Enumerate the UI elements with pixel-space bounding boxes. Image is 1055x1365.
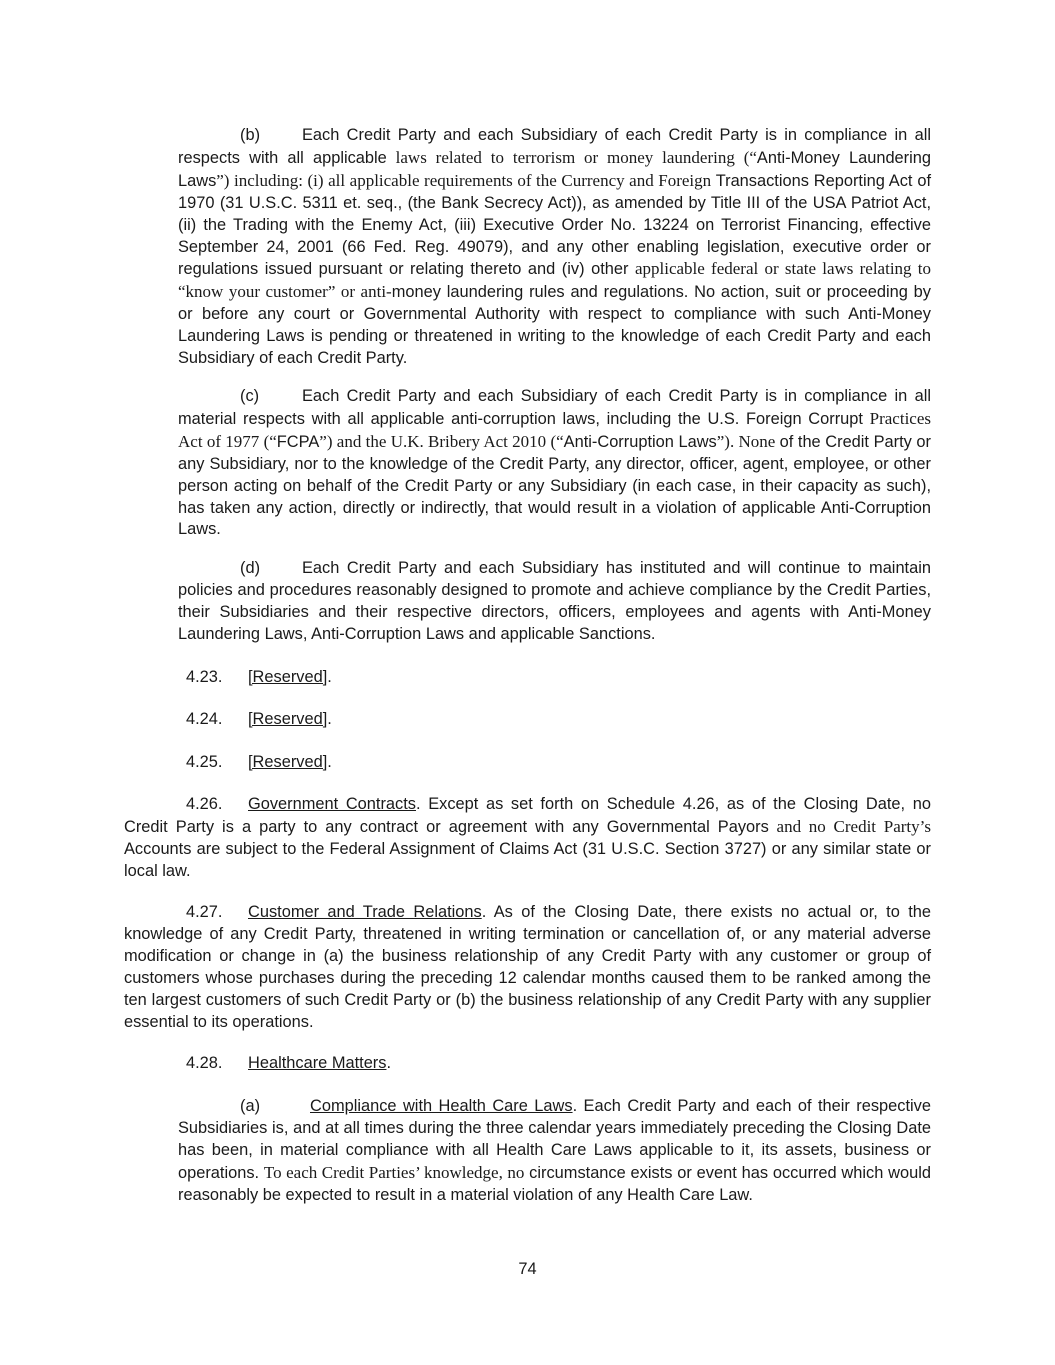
section-4-25-end: . bbox=[327, 753, 332, 771]
section-c-text-serif-2: ”) and the U.K. Bribery Act 2010 (“ bbox=[319, 431, 564, 451]
section-4-23-number: 4.23. bbox=[186, 668, 223, 686]
section-d-paragraph bbox=[178, 558, 931, 646]
section-4-28-a-label: (a) bbox=[240, 1097, 261, 1115]
section-4-28-number: 4.28. bbox=[186, 1054, 223, 1072]
section-4-25-title: [Reserved] bbox=[248, 753, 328, 771]
section-4-24-end: . bbox=[327, 710, 332, 728]
section-4-28-end: . bbox=[386, 1054, 392, 1072]
section-4-27-paragraph bbox=[124, 902, 931, 1033]
section-4-27-text: . As of the Closing Date, there exists no actual or, to the knowledge of any Credit Party, threatened in writing termination or cancellation of, or any material adverse modification or change in (a) the business relationship of any Credit Party with any customer or group of customers whose purchases during the preceding 12 calendar months caused them to be ranked among the ten largest customers of such Credit Party or (b) the business relationship of any Credit Party with any supplier essential to its operations. bbox=[124, 903, 931, 1031]
section-4-23-end: . bbox=[327, 668, 332, 686]
section-c-text-1: Each Credit Party and each Subsidiary of each Credit Party is in compliance in all material respects with all applicable anti-corruption laws, including the U.S. Foreign Corrupt bbox=[178, 387, 931, 428]
section-d-text: Each Credit Party and each Subsidiary has instituted and will continue to maintain policies and procedures reasonably designed to promote and achieve compliance by the Credit Parties, their Subsidiaries and their respective directors, officers, employees and agents with Anti-Money Laundering Laws, Anti-Corruption Laws and applicable Sanctions. bbox=[178, 559, 931, 643]
section-b-text-serif-1: laws related to terrorism or money laundering (“ bbox=[386, 147, 757, 167]
section-b-text-3: money laundering rules and regulations. No action, suit or proceeding by or before any court or Governmental Authority with respect to compliance with such Anti-Money Laundering Laws is pending or threatened in writing to the knowledge of each Credit Party and each Subsidiary of each Credit Party. bbox=[178, 283, 931, 368]
section-c-label: (c) bbox=[240, 387, 260, 405]
section-4-23 bbox=[186, 667, 931, 689]
section-4-25-number: 4.25. bbox=[186, 753, 223, 771]
section-4-28-title: Healthcare Matters bbox=[248, 1054, 387, 1072]
section-4-28-heading bbox=[186, 1053, 931, 1075]
section-4-28-a-text-serif: To each Credit Parties’ knowledge, no bbox=[263, 1162, 525, 1182]
section-b-text-1: Each Credit Party and each Subsidiary of each Credit Party is in compliance in all respects with all applicable bbox=[178, 126, 931, 167]
section-c-text-2: of the Credit Party or any Subsidiary, nor to the knowledge of the Credit Party, any director, officer, agent, employee, or other person acting on behalf of the Credit Party or any Subsidiary (in each case, in their capacity as such), has taken any action, directly or indirectly, that would result in a violation of applicable Anti-Corruption Laws. bbox=[178, 432, 932, 539]
section-4-27-title: Customer and Trade Relations bbox=[248, 903, 482, 921]
section-4-25 bbox=[186, 752, 931, 774]
section-b-text-serif-2: ”) including: (i) all applicable requirements of the Currency and Foreign bbox=[216, 170, 716, 190]
section-4-27-number: 4.27. bbox=[186, 903, 223, 921]
section-4-24 bbox=[186, 709, 931, 731]
section-4-24-number: 4.24. bbox=[186, 710, 223, 728]
section-b-text-2: Transactions Reporting Act of 1970 (31 U.S.C. 5311 et. seq., (the Bank Secrecy Act)), as amended by Title III of the USA Patriot Act, (ii) the Trading with the Enemy Act, (iii) Executive Order No. 13224 on Terrorist Financing, effective September 24, 2001 (66 Fed. Reg. 49079), and any other enabling legislation, executive order or regulations issued pursuant or relating thereto and (iv) other bbox=[178, 171, 931, 279]
section-4-26-number: 4.26. bbox=[186, 795, 223, 813]
section-b-defined-term: Anti-Money Laundering Laws bbox=[178, 148, 932, 190]
section-c-text-serif-3: ”). None bbox=[716, 431, 780, 451]
section-b-text-serif-3: applicable federal or state laws relating to “know your customer” or anti- bbox=[178, 259, 931, 302]
section-d-label: (d) bbox=[240, 559, 261, 577]
section-c-term-anti-corruption: Anti-Corruption Laws bbox=[563, 432, 717, 451]
section-4-26-paragraph bbox=[124, 794, 931, 883]
section-4-26-text-2: Accounts are subject to the Federal Assignment of Claims Act (31 U.S.C. Section 3727) or any similar state or local law. bbox=[124, 839, 931, 880]
page-number: 74 bbox=[518, 1260, 537, 1278]
section-4-28-a-text-1: . Each Credit Party and each of their respective Subsidiaries is, and at all times during the three calendar years immediately preceding the Closing Date has been, in material compliance with all Health Care Laws applicable to it, its assets, business or operations. bbox=[178, 1097, 931, 1182]
section-4-26-text-serif: and no Credit Party’s bbox=[768, 816, 931, 836]
section-4-26-title: Government Contracts bbox=[248, 795, 416, 813]
section-4-28-a-text-2: circumstance exists or event has occurred which would reasonably be expected to result in a material violation of any Health Care Law. bbox=[178, 1163, 931, 1204]
section-4-23-title: [Reserved] bbox=[248, 668, 328, 686]
section-4-28-a-title: Compliance with Health Care Laws bbox=[310, 1097, 573, 1115]
section-4-26-text-1: . Except as set forth on Schedule 4.26, as of the Closing Date, no Credit Party is a party to any contract or agreement with any Governmental Payors bbox=[124, 795, 931, 836]
section-c-text-serif-1: Practices Act of 1977 (“ bbox=[178, 408, 931, 451]
section-c-term-fcpa: FCPA bbox=[276, 432, 320, 451]
section-c-paragraph bbox=[178, 386, 931, 541]
section-b-paragraph bbox=[178, 125, 931, 370]
section-b-label: (b) bbox=[240, 126, 261, 144]
section-4-24-title: [Reserved] bbox=[248, 710, 328, 728]
section-4-28-a-paragraph bbox=[178, 1096, 931, 1207]
